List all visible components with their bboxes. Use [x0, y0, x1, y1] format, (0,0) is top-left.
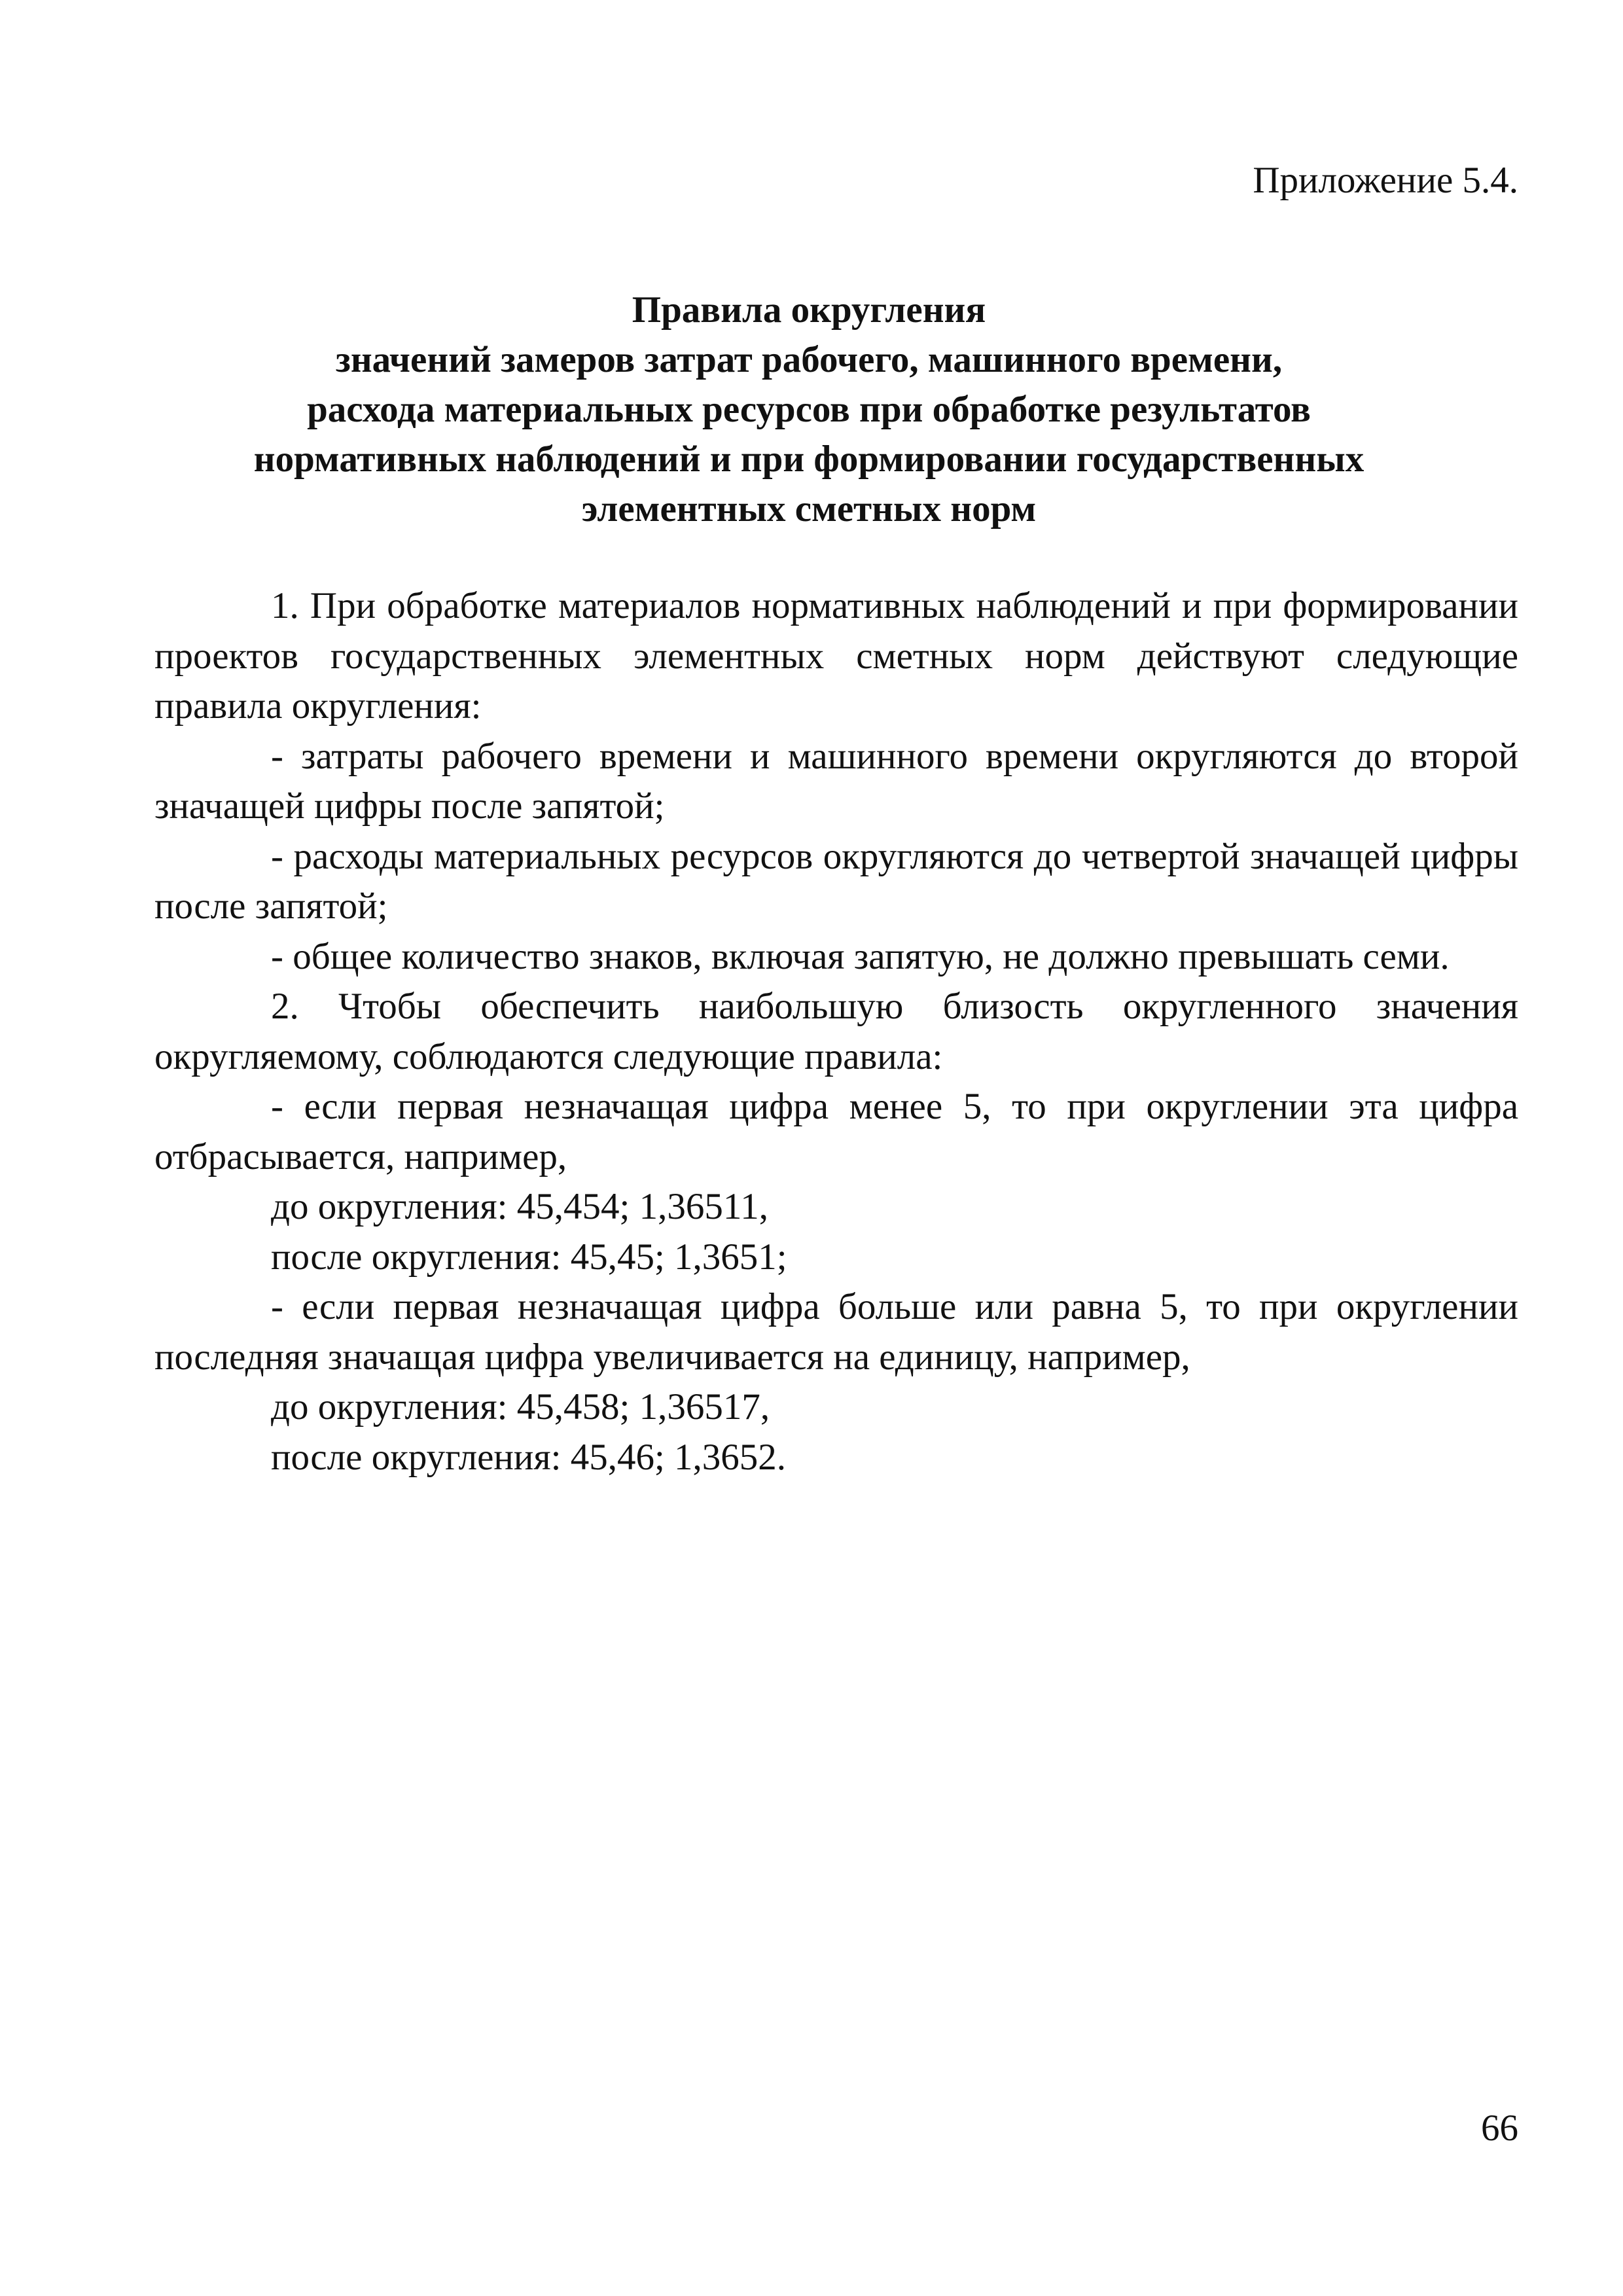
- case-less-than-five: - если первая незначащая цифра менее 5, то при округлении эта цифра отбрасывается, например,: [154, 1086, 1518, 1177]
- paragraph-1: 1. При обработке материалов нормативных наблюдений и при формировании проектов государственных элементных сметных норм действуют следующие правила округления:: [154, 585, 1518, 726]
- example-2-before: до округления: 45,458; 1,36517,: [271, 1386, 770, 1427]
- title-line: Правила округления: [632, 289, 986, 331]
- paragraph-2: 2. Чтобы обеспечить наибольшую близость округленного значения округляемому, соблюдаются следующие правила:: [154, 986, 1518, 1077]
- example-1-after: после округления: 45,45; 1,3651;: [271, 1236, 787, 1278]
- page-number: 66: [1481, 2108, 1518, 2149]
- title-line: расхода материальных ресурсов при обработке результатов: [307, 389, 1311, 430]
- example-1-before: до округления: 45,454; 1,36511,: [271, 1186, 768, 1227]
- case-five-or-more: - если первая незначащая цифра больше или равна 5, то при округлении последняя значащая цифра увеличивается на единицу, например,: [154, 1286, 1518, 1378]
- appendix-label: Приложение 5.4.: [1253, 160, 1518, 201]
- document-title: [154, 285, 1463, 534]
- rule-work-time: - затраты рабочего времени и машинного времени округляются до второй значащей цифры после запятой;: [154, 735, 1518, 827]
- example-2-after: после округления: 45,46; 1,3652.: [271, 1436, 787, 1478]
- body-text: [154, 581, 1518, 1482]
- title-line: значений замеров затрат рабочего, машинного времени,: [335, 339, 1283, 380]
- rule-total-digits: - общее количество знаков, включая запятую, не должно превышать семи.: [271, 935, 1450, 977]
- rule-material-resources: - расходы материальных ресурсов округляются до четвертой значащей цифры после запятой;: [154, 835, 1518, 927]
- title-line: нормативных наблюдений и при формировании государственных: [253, 439, 1364, 480]
- title-line: элементных сметных норм: [581, 488, 1037, 529]
